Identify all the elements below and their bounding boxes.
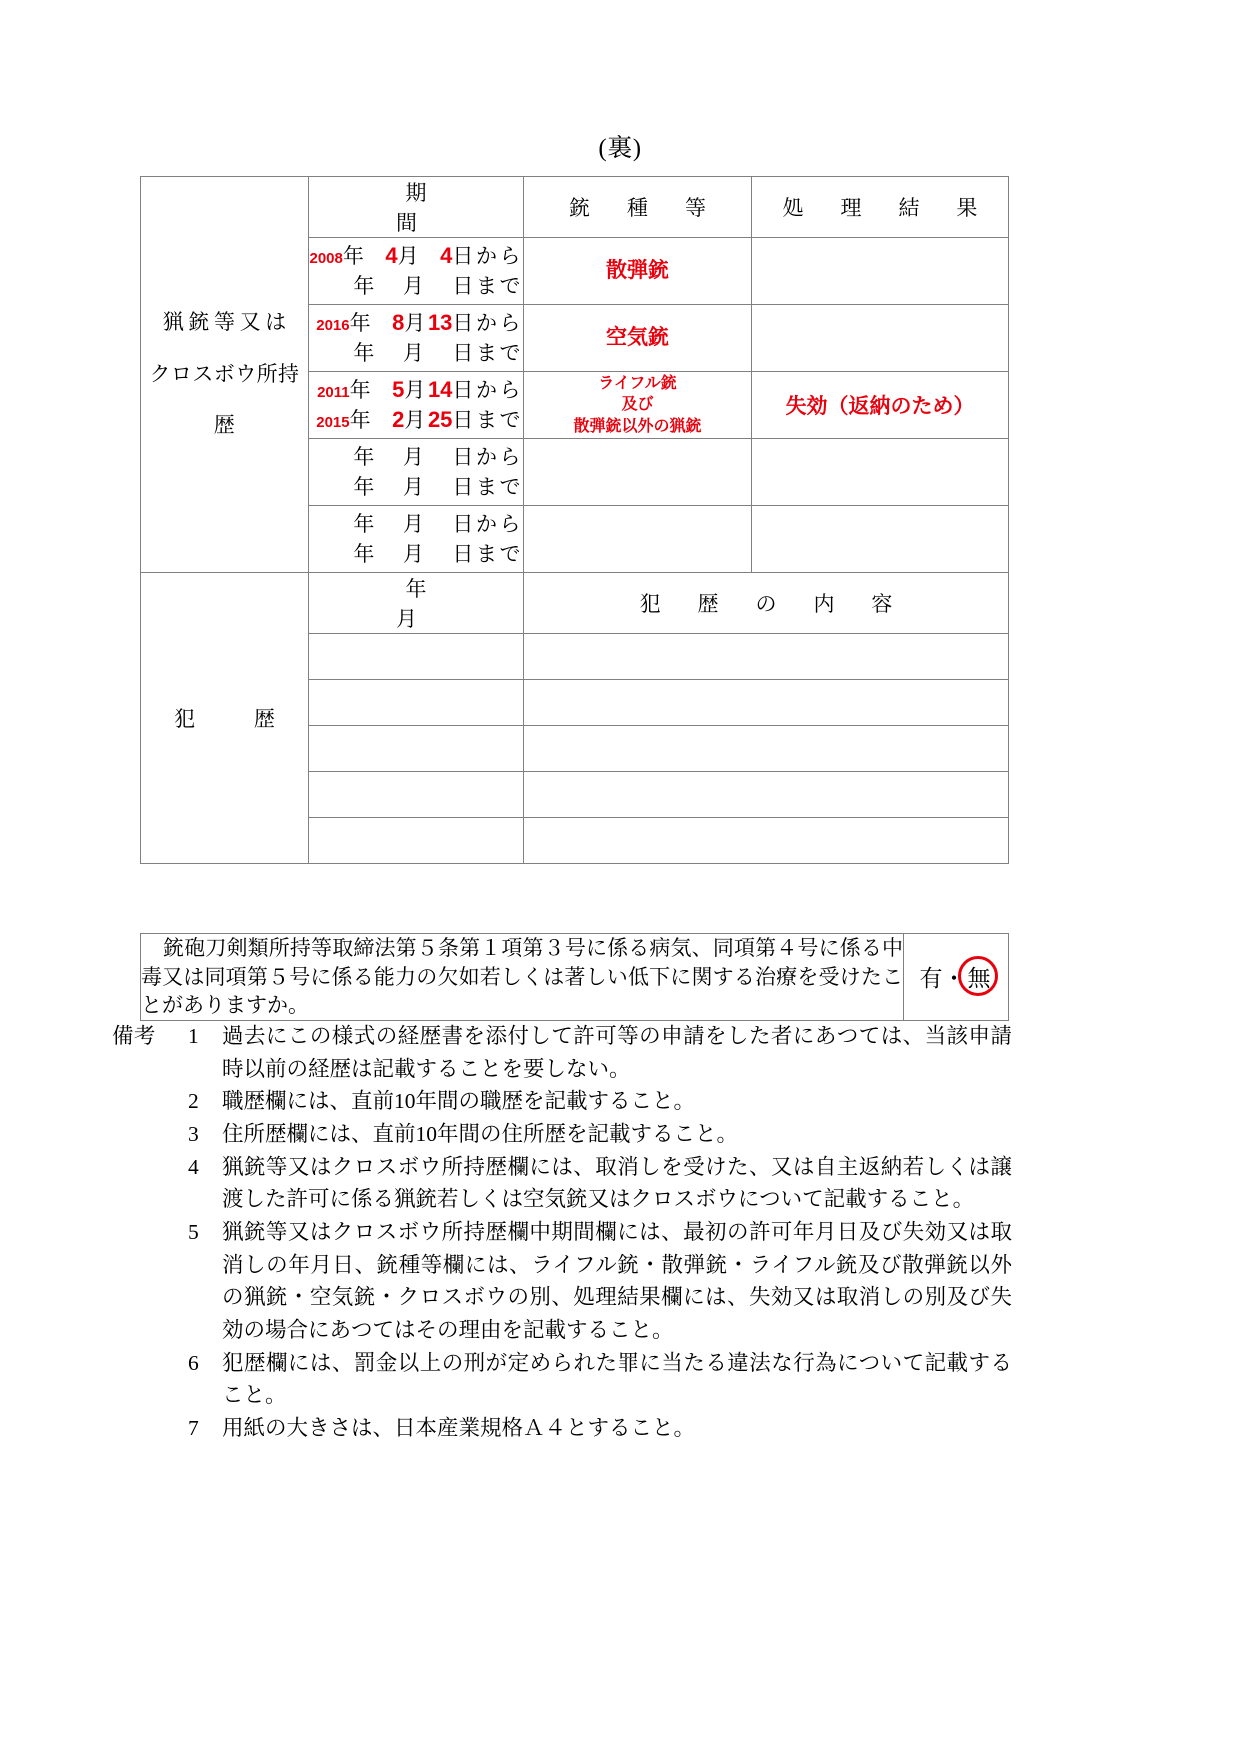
crime-date-cell[interactable] — [309, 726, 524, 772]
remark-number: 3 — [188, 1122, 199, 1147]
remark-text: 用紙の大きさは、日本産業規格Ａ４とすること。 — [222, 1416, 696, 1441]
crime-date-cell[interactable] — [309, 818, 524, 864]
gun-type-cell[interactable] — [524, 506, 752, 573]
period-cell[interactable] — [309, 238, 524, 305]
remark-number: 6 — [188, 1350, 199, 1375]
gun-type-line-3: 散弾銃以外の猟銃 — [573, 417, 702, 435]
list-item — [112, 1216, 1012, 1347]
history-table — [140, 176, 1009, 864]
remarks-section — [112, 1020, 1012, 1445]
result-cell[interactable] — [752, 238, 1009, 305]
crime-date-cell[interactable] — [309, 634, 524, 680]
gun-type-cell[interactable]: 空気銃 — [524, 305, 752, 372]
gun-type-line-2: 及び — [621, 396, 654, 414]
answer-no-label: 無 — [967, 966, 991, 992]
remark-text: 住所歴欄には、直前10年間の住所歴を記載すること。 — [222, 1122, 739, 1147]
from-day-value: 14 — [427, 377, 453, 403]
from-month-value: 4 — [385, 243, 398, 269]
remark-text: 犯歴欄には、罰金以上の刑が定められた罪に当たる違法な行為について記載すること。 — [222, 1350, 1012, 1408]
answer-cell[interactable] — [904, 934, 1009, 1021]
remark-text: 職歴欄には、直前10年間の職歴を記載すること。 — [222, 1089, 696, 1114]
gun-type-cell[interactable] — [524, 372, 752, 439]
crime-date-cell[interactable] — [309, 680, 524, 726]
result-cell[interactable]: 失効（返納のため） — [752, 372, 1009, 439]
crime-content-cell[interactable] — [524, 680, 1009, 726]
to-year-value: 2015 — [316, 414, 350, 431]
list-item — [112, 1412, 1012, 1445]
period-from-line: 2016年 8月13日から — [316, 310, 523, 336]
list-item — [112, 1020, 1012, 1085]
section-label-line-3: 歴 — [213, 413, 236, 438]
list-item — [112, 1151, 1012, 1216]
question-text — [141, 934, 904, 1021]
from-month-value: 8 — [392, 310, 405, 336]
question-line-3: る治療を受けたことがありますか。 — [141, 964, 904, 1018]
crime-content-cell[interactable] — [524, 634, 1009, 680]
from-year-value: 2011 — [317, 384, 350, 402]
page-title: (裏) — [598, 135, 642, 162]
criminal-header-row — [141, 573, 1009, 634]
remark-text: 猟銃等又はクロスボウ所持歴欄中期間欄には、最初の許可年月日及び失効又は取消しの年月日、銃種等欄には、ライフル銃・散弾銃・ライフル銃及び散弾銃以外の猟銃・空気銃・クロスボウの別、処理結果欄には、失効又は取消しの別及び失効の場合にあつてはその理由を記載すること。 — [222, 1220, 1012, 1343]
period-cell[interactable] — [309, 439, 524, 506]
section-label-line-2: クロスボウ所持 — [149, 361, 300, 386]
remark-number: 7 — [188, 1416, 199, 1441]
crime-content-cell[interactable] — [524, 818, 1009, 864]
period-from-line: 2008年 4月 4日から — [309, 243, 523, 269]
remark-number: 1 — [188, 1024, 199, 1048]
period-to-line: 年 月 日まで — [353, 274, 523, 298]
period-cell[interactable] — [309, 305, 524, 372]
answer-no-option[interactable] — [966, 960, 993, 993]
crime-content-cell[interactable] — [524, 726, 1009, 772]
to-day-value: 25 — [427, 407, 453, 432]
from-month-value: 5 — [392, 377, 405, 403]
question-line-2: に係る中毒又は同項第５号に係る能力の欠如若しくは著しい低下に関す — [141, 936, 903, 989]
column-header-result: 処 理 結 果 — [752, 177, 1009, 238]
from-year-value: 2016 — [316, 317, 350, 335]
remark-text: 過去にこの様式の経歴書を添付して許可等の申請をした者にあつては、当該申請時以前の経歴は記載することを要しない。 — [222, 1024, 1012, 1081]
period-from-line: 2011年 5月14日から — [317, 377, 523, 403]
section-label-line-1: 猟銃等又は — [162, 310, 291, 335]
result-cell[interactable] — [752, 506, 1009, 573]
answer-yes-option[interactable]: 有 — [919, 966, 943, 992]
remark-number: 4 — [188, 1154, 199, 1179]
column-header-gun-type: 銃 種 等 — [524, 177, 752, 238]
period-from-line: 年 月 日から — [353, 445, 523, 470]
gun-history-section-label — [141, 177, 309, 573]
gun-type-line-1: ライフル銃 — [598, 375, 677, 393]
period-to-line: 2015年 2月25日まで — [316, 407, 523, 432]
result-cell[interactable] — [752, 439, 1009, 506]
list-item — [112, 1347, 1012, 1412]
period-to-line: 年 月 日まで — [353, 542, 523, 566]
column-header-period: 期 間 — [309, 177, 524, 238]
medical-question-box — [140, 933, 1009, 1021]
remark-text: 猟銃等又はクロスボウ所持歴欄には、取消しを受けた、又は自主返納若しくは譲渡した許可に係る猟銃若しくは空気銃又はクロスボウについて記載すること。 — [222, 1154, 1012, 1212]
period-to-line: 年 月 日まで — [353, 341, 523, 365]
from-day-value: 13 — [427, 310, 453, 336]
period-from-line: 年 月 日から — [353, 512, 523, 537]
question-row — [141, 934, 1009, 1021]
crime-content-cell[interactable] — [524, 772, 1009, 818]
period-to-line: 年 月 日まで — [353, 475, 523, 499]
from-day-value: 4 — [440, 243, 453, 269]
remark-number: 5 — [188, 1220, 199, 1245]
remarks-list — [112, 1020, 1012, 1445]
answer-separator: ・ — [942, 966, 966, 992]
column-header-crime-date: 年 月 — [309, 573, 524, 634]
table-header-row — [141, 177, 1009, 238]
from-year-value: 2008 — [309, 250, 343, 268]
to-month-value: 2 — [392, 407, 405, 432]
period-cell[interactable] — [309, 372, 524, 439]
column-header-crime-content: 犯 歴 の 内 容 — [524, 573, 1009, 634]
list-item — [112, 1118, 1012, 1151]
result-cell[interactable] — [752, 305, 1009, 372]
criminal-history-section-label: 犯 歴 — [141, 573, 309, 864]
gun-type-cell[interactable]: 散弾銃 — [524, 238, 752, 305]
question-line-1: 銃砲刀剣類所持等取締法第５条第１項第３号に係る病気、同項第４号 — [163, 936, 819, 960]
period-cell[interactable] — [309, 506, 524, 573]
remark-number: 2 — [188, 1089, 199, 1114]
crime-date-cell[interactable] — [309, 772, 524, 818]
gun-type-cell[interactable] — [524, 439, 752, 506]
list-item — [112, 1085, 1012, 1118]
remarks-title: 備考 — [112, 1024, 156, 1048]
